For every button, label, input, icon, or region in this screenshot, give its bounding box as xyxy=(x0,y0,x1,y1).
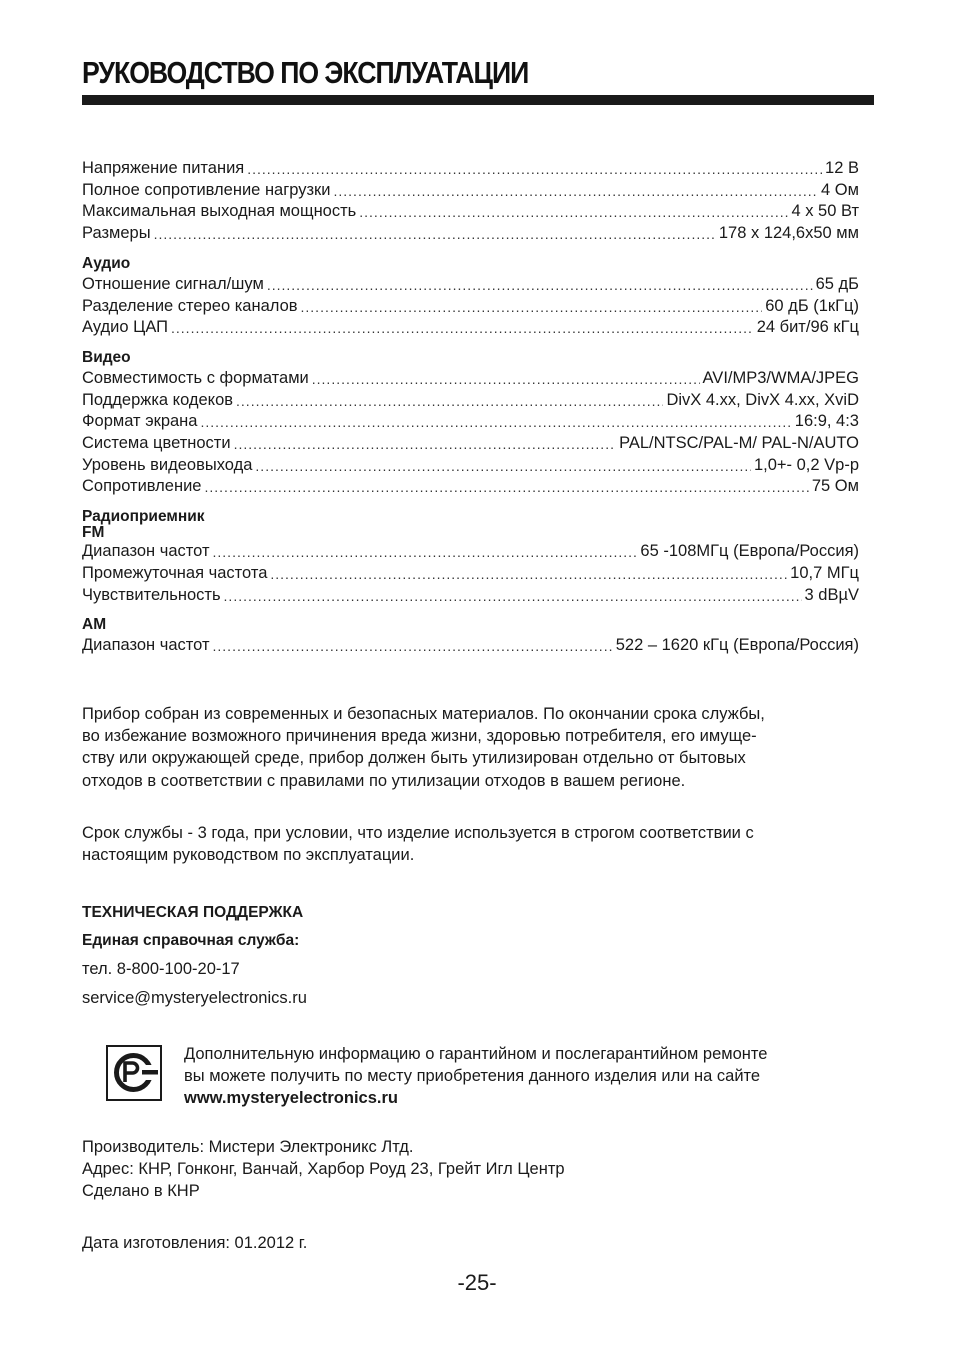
spec-value: 1,0+- 0,2 Vp-p xyxy=(753,455,859,474)
spec-row xyxy=(82,541,859,563)
dot-leader xyxy=(267,275,813,294)
service-life-line: Срок службы - 3 года, при условии, что изделие используется в строгом соответствии с xyxy=(82,824,754,842)
spec-value: 522 – 1620 кГц (Европа/Россия) xyxy=(615,636,859,655)
spec-row xyxy=(82,274,859,296)
spec-value: 60 дБ (1кГц) xyxy=(765,296,859,315)
spec-name: Совместимость с форматами xyxy=(82,368,309,387)
tech-support-title: ТЕХНИЧЕСКАЯ ПОДДЕРЖКА xyxy=(82,904,304,921)
dot-leader xyxy=(171,318,754,337)
spec-row xyxy=(82,368,859,390)
spec-name: Сопротивление xyxy=(82,477,202,496)
spec-value: 178 х 124,6х50 мм xyxy=(718,224,859,243)
spec-name: Уровень видеовыхода xyxy=(82,455,253,474)
section-heading-audio: Аудио xyxy=(82,254,131,272)
spec-group-audio xyxy=(82,255,859,339)
manufacturer-block xyxy=(82,1136,782,1203)
spec-name: Напряжение питания xyxy=(82,159,245,177)
rst-certification-mark-icon xyxy=(106,1045,162,1101)
spec-value: 4 Ом xyxy=(821,180,859,199)
dot-leader xyxy=(270,564,787,583)
dot-leader xyxy=(255,456,751,475)
spec-value: DivX 4.xx, DivX 4.xx, XviD xyxy=(666,390,859,409)
spec-value: 65 -108МГц (Европа/Россия) xyxy=(640,542,859,561)
dot-leader xyxy=(224,586,802,605)
disposal-line: Прибор собран из современных и безопасных материалов. По окончании срока службы, xyxy=(82,705,765,723)
warranty-line: вы можете получить по месту приобретения данного изделия или на сайте xyxy=(184,1067,761,1086)
spec-value: 75 Ом xyxy=(811,477,859,496)
spec-name: Аудио ЦАП xyxy=(82,318,169,337)
section-heading-radio: Радиоприемник xyxy=(82,508,205,526)
spec-name: Формат экрана xyxy=(82,412,198,431)
spec-row xyxy=(82,317,859,339)
specifications xyxy=(82,158,859,657)
spec-value: 24 бит/96 кГц xyxy=(756,318,859,337)
spec-name: Размеры xyxy=(82,224,151,243)
production-date: Дата изготовления: 01.2012 г. xyxy=(82,1234,308,1252)
warranty-line: Дополнительную информацию о гарантийном и послегарантийном ремонте xyxy=(184,1045,768,1063)
spec-value: 65 дБ xyxy=(815,274,859,293)
spec-name: Отношение сигнал/шум xyxy=(82,274,264,293)
dot-leader xyxy=(301,297,763,316)
spec-row xyxy=(82,296,859,318)
dot-leader xyxy=(213,636,613,655)
spec-row xyxy=(82,390,859,412)
manufacturer-address: Адрес: КНР, Гонконг, Ванчай, Харбор Роуд 23, Грейт Игл Центр xyxy=(82,1160,565,1179)
support-email: service@mysteryelectronics.ru xyxy=(82,989,307,1007)
dot-leader xyxy=(359,202,788,221)
disposal-line: во избежание возможного причинения вреда жизни, здоровью потребителя, его имуще- xyxy=(82,727,757,746)
page-number: -25- xyxy=(457,1270,497,1295)
spec-group-video xyxy=(82,349,859,498)
spec-row xyxy=(82,201,859,223)
spec-name: Разделение стерео каналов xyxy=(82,296,298,315)
dot-leader xyxy=(334,181,819,200)
spec-row xyxy=(82,223,859,245)
section-heading-video: Видео xyxy=(82,348,131,366)
spec-name: Чувствительность xyxy=(82,585,221,604)
spec-row xyxy=(82,411,859,433)
title-rule xyxy=(82,95,874,105)
spec-row xyxy=(82,635,859,657)
warranty-info xyxy=(184,1043,864,1110)
spec-name: Максимальная выходная мощность xyxy=(82,202,357,221)
hotline-label: Единая справочная служба: xyxy=(82,932,300,949)
manufacturer-name: Производитель: Мистери Электроникс Лтд. xyxy=(82,1138,414,1156)
spec-value: PAL/NTSC/PAL-M/ PAL-N/AUTO xyxy=(619,434,859,453)
spec-row xyxy=(82,158,859,180)
dot-leader xyxy=(247,159,822,178)
country-of-origin: Сделано в КНР xyxy=(82,1182,200,1201)
spec-name: Диапазон частот xyxy=(82,542,210,561)
tech-support-block xyxy=(82,903,782,1017)
dot-leader xyxy=(205,477,809,496)
spec-name: Полное сопротивление нагрузки xyxy=(82,180,331,199)
spec-value: AVI/MP3/WMA/JPEG xyxy=(702,368,859,387)
spec-row xyxy=(82,180,859,202)
spec-group-general xyxy=(82,158,859,245)
section-heading-am: AM xyxy=(82,616,107,634)
spec-name: Поддержка кодеков xyxy=(82,390,234,409)
spec-group-radio-fm xyxy=(82,508,859,606)
website-link[interactable]: www.mysteryelectronics.ru xyxy=(184,1089,398,1108)
spec-group-radio-am xyxy=(82,616,859,657)
spec-value: 12 В xyxy=(825,159,859,177)
spec-row xyxy=(82,476,859,498)
spec-value: 16:9, 4:3 xyxy=(794,412,859,431)
spec-row xyxy=(82,585,859,607)
dot-leader xyxy=(236,391,663,410)
spec-row xyxy=(82,563,859,585)
dot-leader xyxy=(200,412,791,431)
spec-value: 3 dBµV xyxy=(804,585,859,604)
section-subheading-fm: FM xyxy=(82,524,105,542)
spec-row xyxy=(82,433,859,455)
spec-row xyxy=(82,455,859,477)
dot-leader xyxy=(234,434,617,453)
spec-value: 10,7 МГц xyxy=(790,563,859,582)
spec-name: Промежуточная частота xyxy=(82,563,268,582)
disposal-line: отходов в соответствии с правилами по утилизации отходов в вашем регионе. xyxy=(82,771,686,790)
spec-name: Система цветности xyxy=(82,434,231,453)
spec-value: 4 х 50 Вт xyxy=(791,202,859,221)
spec-name: Диапазон частот xyxy=(82,636,210,655)
disposal-paragraph xyxy=(82,703,872,792)
service-life-paragraph xyxy=(82,822,872,866)
dot-leader xyxy=(154,224,716,243)
support-phone: тел. 8-800-100-20-17 xyxy=(82,960,240,978)
dot-leader xyxy=(213,542,638,561)
page-title: РУКОВОДСТВО ПО ЭКСПЛУАТАЦИИ xyxy=(82,55,529,90)
service-life-line: настоящим руководством по эксплуатации. xyxy=(82,846,415,865)
dot-leader xyxy=(312,369,700,388)
disposal-line: ству или окружающей среде, прибор должен быть утилизирован отдельно от бытовых xyxy=(82,749,746,768)
